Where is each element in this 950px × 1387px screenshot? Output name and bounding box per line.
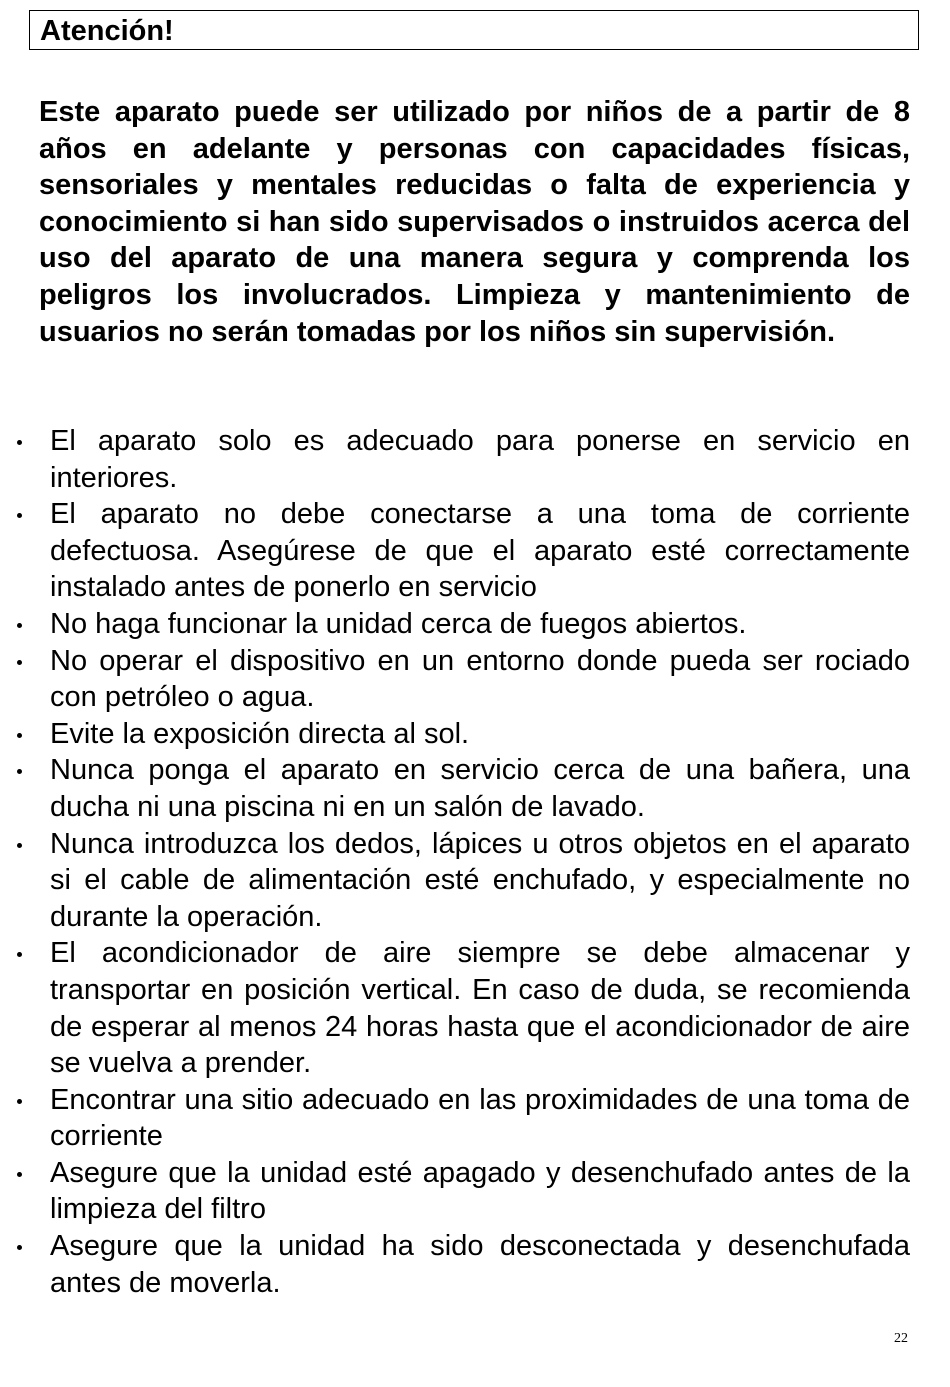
bullet-dot-icon	[17, 769, 22, 774]
bullet-dot-icon	[17, 843, 22, 848]
bullet-dot-icon	[17, 952, 22, 957]
bullet-item	[0, 716, 910, 753]
bullet-item	[0, 1228, 910, 1301]
bullet-text: No haga funcionar la unidad cerca de fuegos abiertos.	[50, 607, 747, 640]
bullet-dot-icon	[17, 733, 22, 738]
bullet-text: Asegure que la unidad ha sido desconectada y desenchufada antes de moverla.	[50, 1230, 910, 1299]
bullet-item	[0, 643, 910, 716]
bullet-item	[0, 496, 910, 606]
bullet-text: Nunca ponga el aparato en servicio cerca de una bañera, una ducha ni una piscina ni en un salón de lavado.	[50, 754, 910, 823]
bullet-text: Encontrar una sitio adecuado en las proximidades de una toma de corriente	[50, 1083, 910, 1153]
bullet-text: Nunca introduzca los dedos, lápices u otros objetos en el aparato si el cable de alimentación esté enchufado, y especialmente no durante la operación.	[50, 827, 910, 933]
bullet-text: No operar el dispositivo en un entorno donde pueda ser rociado con petróleo o agua.	[50, 644, 910, 714]
attention-heading-box	[29, 10, 919, 50]
bullet-item	[0, 935, 910, 1081]
bullet-text: Asegure que la unidad esté apagado y desenchufado antes de la limpieza del filtro	[50, 1156, 910, 1226]
bullet-dot-icon	[17, 1099, 22, 1104]
bullet-dot-icon	[17, 623, 22, 628]
bullet-dot-icon	[17, 660, 22, 665]
bullet-item	[0, 606, 910, 643]
bullet-item	[0, 752, 910, 825]
page-number: 22	[894, 1331, 908, 1346]
bullet-item	[0, 1082, 910, 1155]
bullet-text: El aparato no debe conectarse a una toma de corriente defectuosa. Asegúrese de que el aparato esté correctamente instalado antes de ponerlo en servicio	[50, 498, 910, 604]
warning-paragraph: Este aparato puede ser utilizado por niños de a partir de 8 años en adelante y personas con capacidades físicas, sensoriales y mentales reducidas o falta de experiencia y conocimiento si han sido supervisados o instruidos acerca del uso del aparato de una manera segura y comprenda los peligros los involucrados. Limpieza y mantenimiento de usuarios no serán tomadas por los niños sin supervisión.	[39, 96, 910, 348]
bullet-item	[0, 826, 910, 936]
bullet-text: El acondicionador de aire siempre se debe almacenar y transportar en posición vertical. En caso de duda, se recomienda de esperar al menos 24 horas hasta que el acondicionador de aire se vuelva a prender.	[50, 937, 910, 1080]
bullet-text: El aparato solo es adecuado para ponerse en servicio en interiores.	[50, 425, 910, 494]
bullet-dot-icon	[17, 1245, 22, 1250]
bullet-dot-icon	[17, 440, 22, 445]
bullet-dot-icon	[17, 513, 22, 518]
safety-bullet-list	[0, 423, 910, 1301]
bullet-item	[0, 1155, 910, 1228]
bullet-text: Evite la exposición directa al sol.	[50, 717, 470, 750]
bullet-dot-icon	[17, 1172, 22, 1177]
attention-heading: Atención!	[40, 15, 174, 47]
bullet-item	[0, 423, 910, 496]
